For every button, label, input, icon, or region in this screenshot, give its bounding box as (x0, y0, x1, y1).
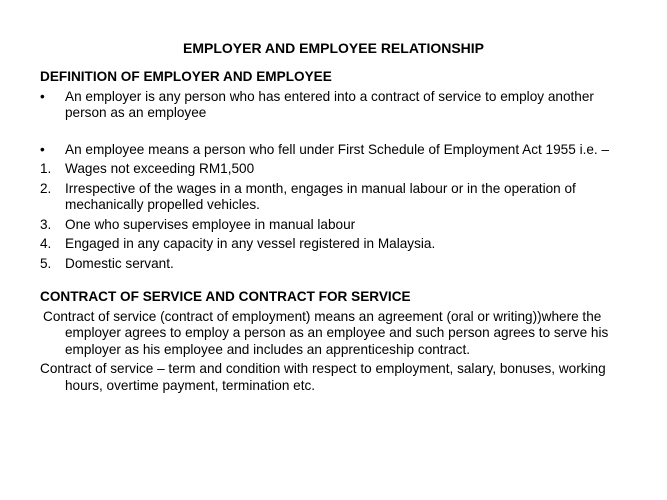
item-number: 2. (40, 180, 52, 196)
numbered-item-2 (40, 181, 630, 214)
item-number: 3. (40, 216, 52, 232)
contract-terms-paragraph: Contract of service – term and condition with respect to employment, salary, bonuses, working hours, overtime payment, termination etc. (40, 361, 606, 393)
bullet-employee-text: An employee means a person who fell under First Schedule of Employment Act 1955 i.e. – (65, 141, 610, 157)
item-number: 4. (40, 236, 52, 251)
item-number: 5. (40, 255, 52, 271)
bullet-marker: • (40, 88, 45, 104)
item-number: 1. (40, 161, 52, 176)
bullet-marker: • (40, 141, 45, 157)
contract-heading: CONTRACT OF SERVICE AND CONTRACT FOR SERVICE (40, 289, 411, 304)
bullet-employer (40, 89, 630, 122)
item-text: Domestic servant. (65, 255, 174, 271)
bullet-employer-text: An employer is any person who has entered into a contract of service to employ another person as an employee (65, 88, 594, 120)
definition-heading: DEFINITION OF EMPLOYER AND EMPLOYEE (40, 69, 332, 84)
item-text: One who supervises employee in manual labour (65, 216, 356, 232)
item-text: Wages not exceeding RM1,500 (65, 161, 255, 176)
item-text: Engaged in any capacity in any vessel registered in Malaysia. (65, 236, 436, 251)
numbered-item-4 (40, 236, 630, 253)
bullet-employee (40, 142, 630, 159)
numbered-item-1 (40, 161, 630, 178)
slide-title: EMPLOYER AND EMPLOYEE RELATIONSHIP (182, 40, 485, 56)
item-text: Irrespective of the wages in a month, engages in manual labour or in the operation of mechanically propelled vehicles. (65, 180, 576, 212)
numbered-item-3 (40, 217, 630, 234)
slide-content (40, 69, 630, 394)
contract-of-service-paragraph: Contract of service (contract of employment) means an agreement (oral or writing))where the employer agrees to employ a person as an employee and such person agrees to serve his employer as his employee and includes an apprenticeship contract. (43, 308, 609, 357)
numbered-item-5 (40, 256, 630, 273)
